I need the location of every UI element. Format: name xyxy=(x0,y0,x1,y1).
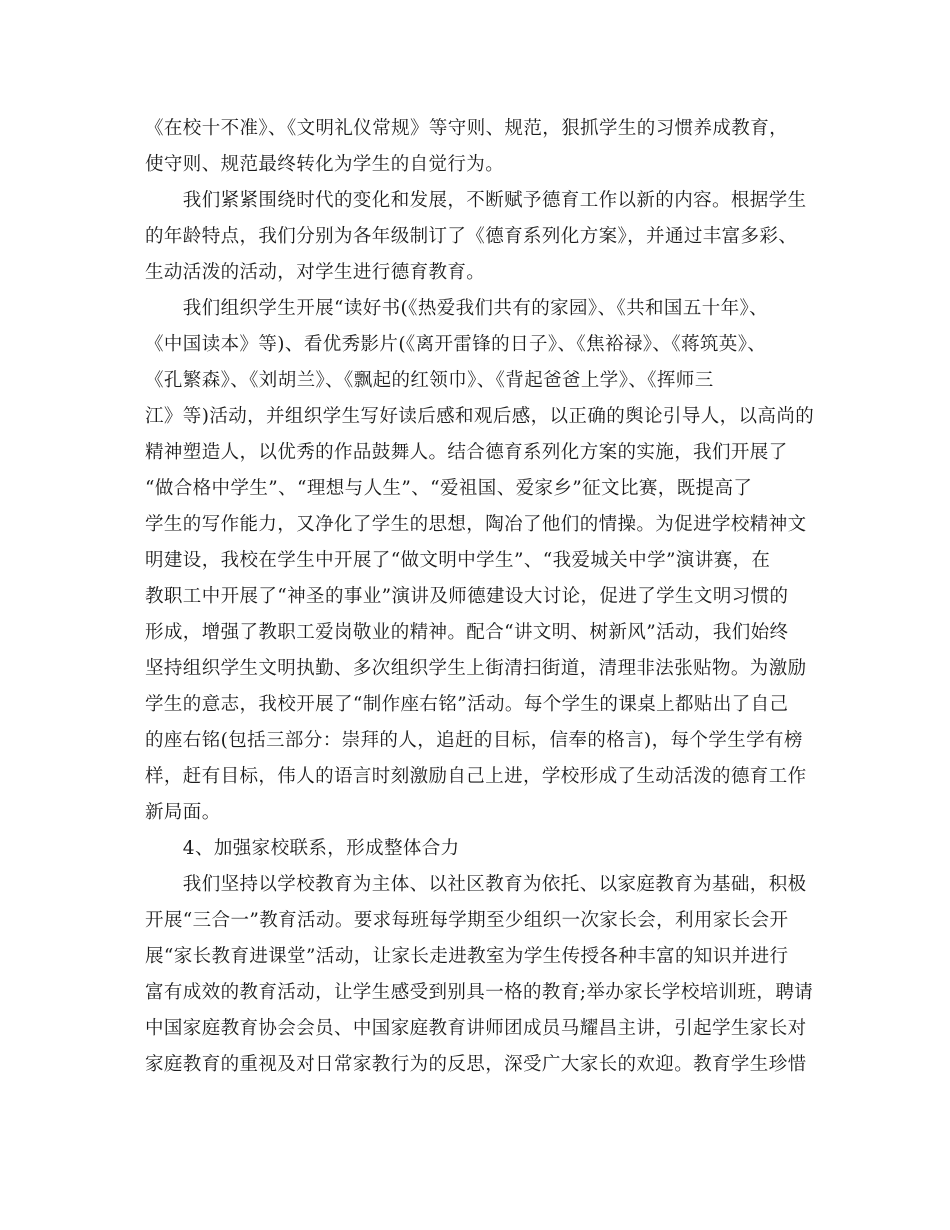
text-line: 展“家长教育进课堂”活动，让家长走进教室为学生传授各种丰富的知识并进行 xyxy=(145,946,789,967)
text-line: 中国家庭教育协会会员、中国家庭教育讲师团成员马耀昌主讲，引起学生家长对 xyxy=(145,1018,807,1039)
text-line: 教职工中开展了“神圣的事业”演讲及师德建设大讨论，促进了学生文明习惯的 xyxy=(145,586,789,607)
text-line: 明建设，我校在学生中开展了“做文明中学生”、“我爱城关中学”演讲赛，在 xyxy=(145,550,771,571)
text-line: 家庭教育的重视及对日常家教行为的反思，深受广大家长的欢迎。教育学生珍惜 xyxy=(145,1054,807,1075)
text-line: 精神塑造人，以优秀的作品鼓舞人。结合德育系列化方案的实施，我们开展了 xyxy=(145,442,788,463)
text-line: 开展“三合一”教育活动。要求每班每学期至少组织一次家长会，利用家长会开 xyxy=(145,910,789,931)
text-line: 我们组织学生开展“读好书(《热爱我们共有的家园》、《共和国五十年》、 xyxy=(145,298,769,319)
text-line: 富有成效的教育活动，让学生感受到别具一格的教育;举办家长学校培训班，聘请 xyxy=(145,982,814,1003)
text-line: 我们紧紧围绕时代的变化和发展，不断赋予德育工作以新的内容。根据学生 xyxy=(145,190,807,211)
text-line: 使守则、规范最终转化为学生的自觉行为。 xyxy=(145,154,505,175)
text-line: 生动活泼的活动，对学生进行德育教育。 xyxy=(145,262,486,283)
text-line: 《在校十不准》、《文明礼仪常规》等守则、规范，狠抓学生的习惯养成教育， xyxy=(145,118,789,139)
text-line: 《孔繁森》、《刘胡兰》、《飘起的红领巾》、《背起爸爸上学》、《挥师三 xyxy=(145,370,714,391)
text-line: 学生的意志，我校开展了“制作座右铭”活动。每个学生的课桌上都贴出了自己 xyxy=(145,694,789,715)
text-line: 新局面。 xyxy=(145,802,221,823)
text-line: 学生的写作能力，又净化了学生的思想，陶冶了他们的情操。为促进学校精神文 xyxy=(145,514,807,535)
text-line: 形成，增强了教职工爱岗敬业的精神。配合“讲文明、树新风”活动，我们始终 xyxy=(145,622,789,643)
text-line: 的座右铭(包括三部分：崇拜的人，追赶的目标，信奉的格言)，每个学生学有榜 xyxy=(145,730,803,751)
text-line: “做合格中学生”、“理想与人生”、“爱祖国、爱家乡”征文比赛，既提高了 xyxy=(145,478,753,499)
text-line: 的年龄特点，我们分别为各年级制订了《德育系列化方案》，并通过丰富多彩、 xyxy=(145,226,798,247)
text-line: 江》等)活动，并组织学生写好读后感和观后感，以正确的舆论引导人，以高尚的 xyxy=(145,406,815,427)
text-line: 我们坚持以学校教育为主体、以社区教育为依托、以家庭教育为基础，积极 xyxy=(145,874,807,895)
text-line: 样，赶有目标，伟人的语言时刻激励自己上进，学校形成了生动活泼的德育工作 xyxy=(145,766,807,787)
text-line: 《中国读本》等)、看优秀影片(《离开雷锋的日子》、《焦裕禄》、《蒋筑英》、 xyxy=(145,334,767,355)
section-heading: 4、加强家校联系，形成整体合力 xyxy=(145,838,460,859)
text-line: 坚持组织学生文明执勤、多次组织学生上街清扫街道，清理非法张贴物。为激励 xyxy=(145,658,807,679)
